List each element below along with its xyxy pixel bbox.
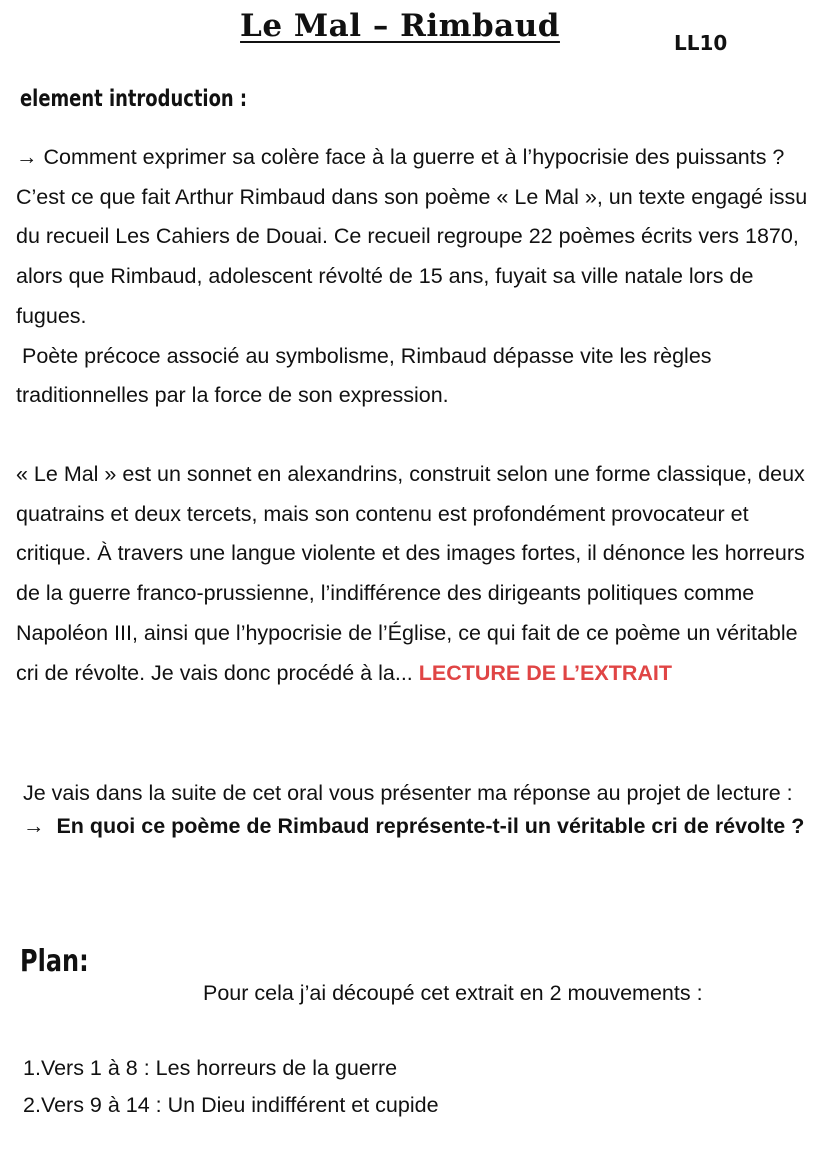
plan-intro: Pour cela j’ai découpé cet extrait en 2 mouvements : [203, 981, 703, 1005]
plan-item [23, 1050, 439, 1087]
plan-heading: Plan: [20, 944, 89, 979]
plan-item [23, 1087, 439, 1124]
plan-list [23, 1050, 439, 1124]
plan-item-text: Vers 1 à 8 : Les horreurs de la guerre [40, 1056, 398, 1080]
problematique-question: En quoi ce poème de Rimbaud représente-t-il un véritable cri de révolte ? [56, 814, 805, 838]
arrow-icon: → [23, 814, 45, 838]
problematique-block [23, 777, 823, 843]
introduction-paragraph-1b-text: Poète précoce associé au symbolisme, Rimbaud dépasse vite les règles traditionnelles par la force de son expression. [16, 343, 718, 408]
plan-item-text: Vers 9 à 14 : Un Dieu indifférent et cupide [40, 1093, 439, 1117]
plan-item-number: 1. [23, 1056, 41, 1080]
plan-item-number: 2. [23, 1093, 41, 1117]
introduction-paragraph-1-text: → Comment exprimer sa colère face à la guerre et à l’hypocrisie des puissants ? C’est ce que fait Arthur Rimbaud dans son poème « Le Mal », un texte engagé issu du recueil Les Cahiers de Douai. Ce recueil regroupe 22 poèmes écrits vers 1870, alors que Rimbaud, adolescent révolté de 15 ans, fuyait sa ville natale lors de fugues. [16, 145, 808, 328]
problematique-lead: Je vais dans la suite de cet oral vous présenter ma réponse au projet de lecture : [23, 781, 793, 805]
lesson-code: LL10 [674, 31, 728, 55]
introduction-paragraph-2-text: « Le Mal » est un sonnet en alexandrins, construit selon une forme classique, deux quatrains et deux tercets, mais son contenu est profondément provocateur et critique. À travers une langue violente et des images fortes, il dénonce les horreurs de la guerre franco-prussienne, l’indifférence des dirigeants politiques comme Napoléon III, ainsi que l’hypocrisie de l’Église, ce qui fait de ce poème un véritable cri de révolte. Je vais donc procédé à la... [16, 462, 805, 685]
reading-cue: LECTURE DE L’EXTRAIT [418, 660, 672, 685]
page-title-text: Le Mal – Rimbaud [240, 8, 560, 44]
introduction-paragraph-1 [16, 138, 822, 416]
introduction-paragraph-2 [16, 455, 822, 693]
introduction-heading: element introduction : [20, 86, 248, 112]
